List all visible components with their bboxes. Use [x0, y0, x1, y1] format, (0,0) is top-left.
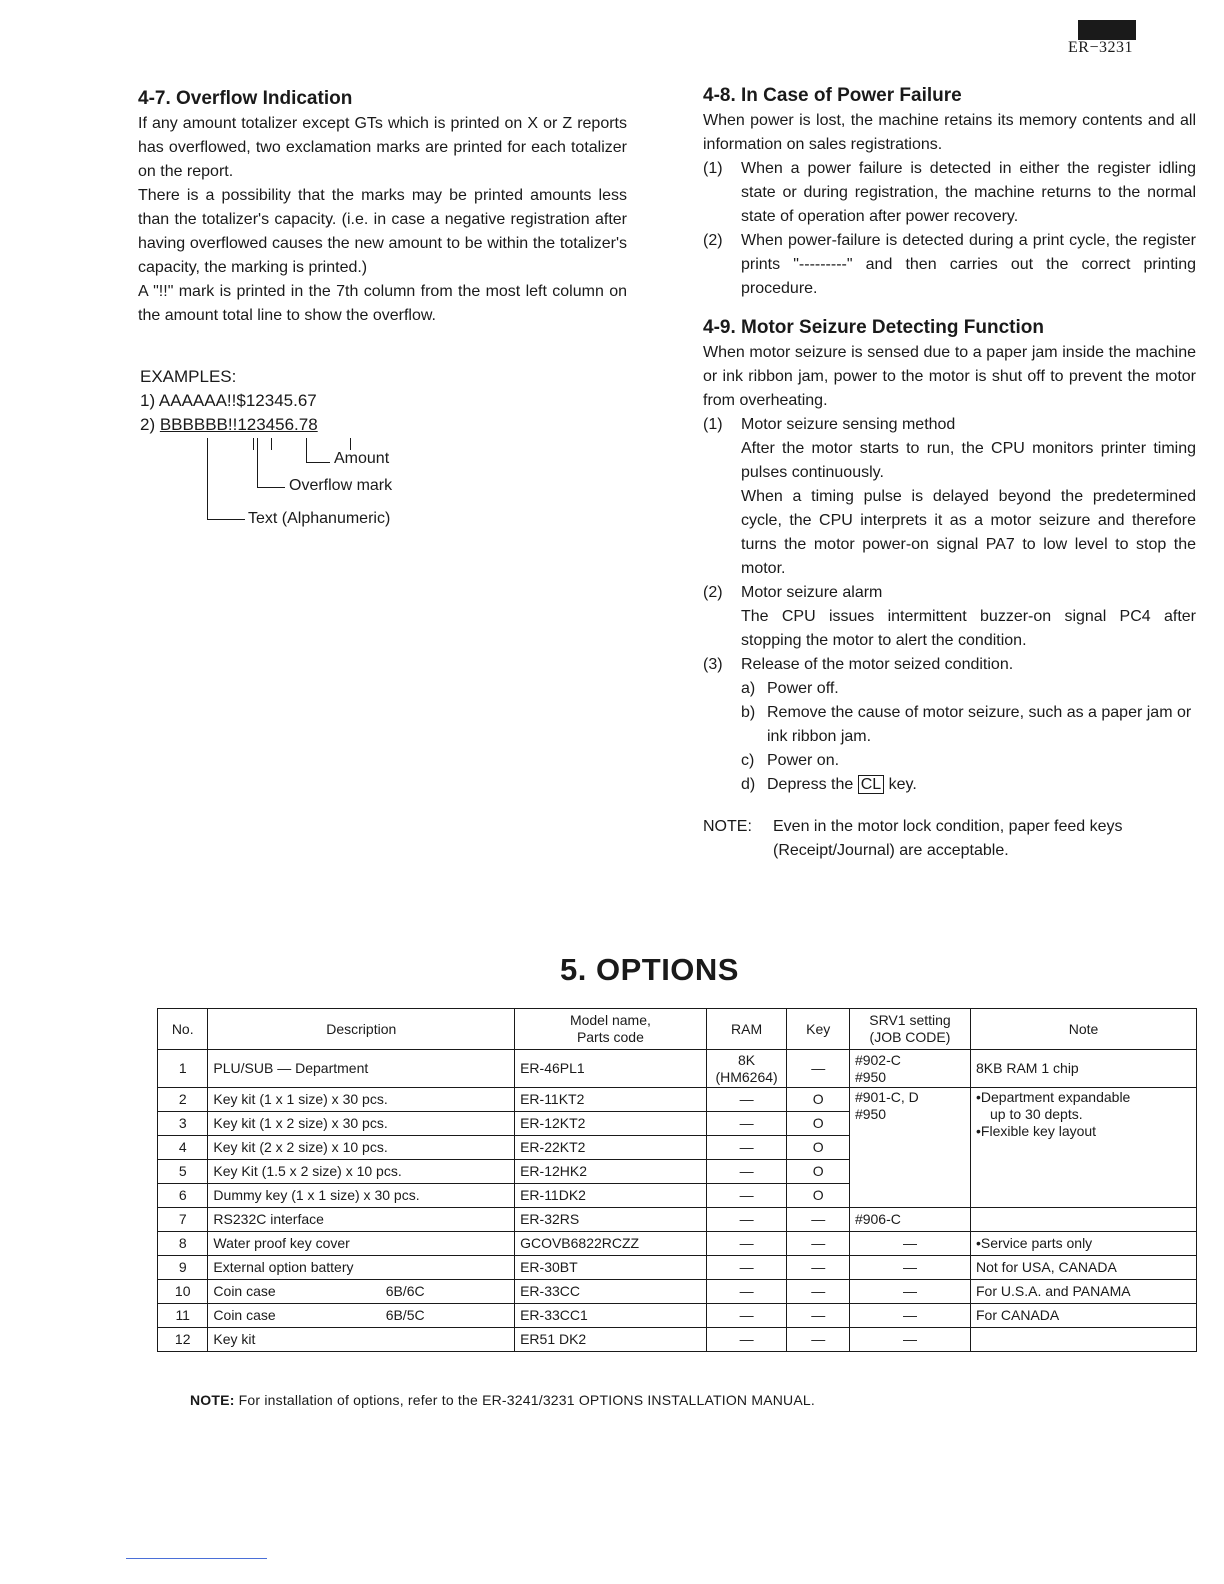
options-note: NOTE: For installation of options, refer to the ER-3241/3231 OPTIONS INSTALLATION MANUAL. [190, 1392, 815, 1408]
bracket-text-left [207, 438, 208, 520]
table-row: 8 Water proof key cover GCOVB6822RCZZ — — — • Service parts only [158, 1232, 1197, 1256]
table-row: 11 Coin case 6B/5C ER-33CC1 — — — For CANADA [158, 1304, 1197, 1328]
label-text-alphanumeric: Text (Alphanumeric) [248, 510, 391, 527]
model-number: ER−3231 [1068, 39, 1133, 56]
example-2-prefix: 2) [140, 415, 160, 434]
label-overflow-mark: Overflow mark [289, 477, 393, 494]
table-row: 9 External option battery ER-30BT — — — Not for USA, CANADA [158, 1256, 1197, 1280]
overflow-examples [140, 365, 318, 437]
leader-amount [306, 462, 330, 463]
table-row: 7 RS232C interface ER-32RS — — #906-C [158, 1208, 1197, 1232]
table-row: 2 Key kit (1 x 1 size) x 30 pcs. ER-11KT2 — O #901-C, D #950 • Department expandable up to 30 depts. • Flexible key layout [158, 1088, 1197, 1112]
section-4-9-intro: When motor seizure is sensed due to a paper jam inside the machine or ink ribbon jam, power to the motor is shut off to prevent the motor from overheating. [703, 344, 1196, 409]
release-step-c: c) Power on. [741, 752, 840, 769]
bracket-overflow-left [257, 438, 258, 488]
section-4-7-para3: A "!!" mark is printed in the 7th column from the most left column on the amount total line to show the overflow. [138, 283, 627, 324]
table-row: 6 Dummy key (1 x 1 size) x 30 pcs. ER-11DK2 — O [158, 1184, 1197, 1208]
leader-text [207, 519, 245, 520]
example-2: BBBBBB!!123456.78 [159, 415, 318, 434]
leader-overflow [257, 487, 285, 488]
table-row: 10 Coin case 6B/6C ER-33CC — — — For U.S.A. and PANAMA [158, 1280, 1197, 1304]
section-4-7-para1: If any amount totalizer except GTs which is printed on X or Z reports has overflowed, two exclamation marks are printed for each totalizer on the report. [138, 115, 627, 180]
table-row: 5 Key Kit (1.5 x 2 size) x 10 pcs. ER-12HK2 — O [158, 1160, 1197, 1184]
section-4-8-title: 4-8. In Case of Power Failure [703, 85, 962, 106]
bracket-amount-right [350, 438, 351, 450]
table-row: 4 Key kit (2 x 2 size) x 10 pcs. ER-22KT2 — O [158, 1136, 1197, 1160]
example-2-line [140, 413, 318, 437]
footer-rule [126, 1558, 267, 1559]
bracket-amount-left [306, 438, 307, 463]
section-4-7-para2: There is a possibility that the marks may be printed amounts less than the totalizer's capacity. (i.e. in case a negative registration after having overflowed causes the new amount to be within the totalizer's capacity, the marking is printed.) [138, 187, 627, 276]
example-1: 1) AAAAAA!!$12345.67 [140, 391, 317, 410]
section-4-9-note: NOTE: Even in the motor lock condition, paper feed keys (Receipt/Journal) are acceptable. [703, 818, 1123, 859]
options-title: 5. OPTIONS [560, 952, 739, 987]
section-4-8-intro: When power is lost, the machine retains its memory contents and all information on sales registrations. [703, 112, 1196, 153]
section-4-9-item-3: (3) Release of the motor seized condition. a) Power off. b) Remove the cause of motor seizure, such as a paper jam or ink ribbon jam. c) Power on. d) Depress the CL key. [703, 653, 1196, 797]
table-row: 12 Key kit ER51 DK2 — — — [158, 1328, 1197, 1352]
release-step-d: d) Depress the CL key. [741, 776, 917, 793]
section-4-9-item-1: (1) Motor seizure sensing method After the motor starts to run, the CPU monitors printer timing pulses continuously. When a timing pulse is delayed beyond the predetermined cycle, the CPU interprets it as a motor seizure and therefore turns the motor power-on signal PA7 to low level to stop the motor. [703, 416, 1196, 577]
section-4-9-title: 4-9. Motor Seizure Detecting Function [703, 317, 1044, 338]
table-row: 1 PLU/SUB — Department ER-46PL1 8K (HM6264) — #902-C #950 8KB RAM 1 chip [158, 1050, 1197, 1088]
cl-key-icon: CL [858, 775, 884, 794]
section-4-8-item-2: (2) When power-failure is detected during a print cycle, the register prints "---------" and then carries out the correct printing procedure. [703, 232, 1196, 297]
options-header-row: No. Description Model name, Parts code RAM Key SRV1 setting (JOB CODE) Note [158, 1009, 1197, 1050]
bracket-text-right [253, 438, 254, 450]
options-table [157, 1008, 1197, 1352]
release-step-b: b) Remove the cause of motor seizure, such as a paper jam or ink ribbon jam. [741, 704, 1192, 745]
right-column [703, 83, 1196, 863]
section-4-8-item-1: (1) When a power failure is detected in either the register idling state or during registration, the machine returns to the normal state of operation after power recovery. [703, 160, 1196, 225]
bracket-overflow-right [271, 438, 272, 450]
release-step-a: a) Power off. [741, 680, 839, 697]
label-amount: Amount [334, 450, 390, 467]
section-4-9-item-2: (2) Motor seizure alarm The CPU issues intermittent buzzer-on signal PC4 after stopping the motor to alert the condition. [703, 584, 1196, 649]
header-black-tab [1078, 20, 1136, 40]
table-row: 3 Key kit (1 x 2 size) x 30 pcs. ER-12KT2 — O [158, 1112, 1197, 1136]
section-4-7-title: 4-7. Overflow Indication [138, 88, 353, 109]
section-4-7 [138, 86, 627, 328]
examples-label: EXAMPLES: [140, 367, 237, 386]
